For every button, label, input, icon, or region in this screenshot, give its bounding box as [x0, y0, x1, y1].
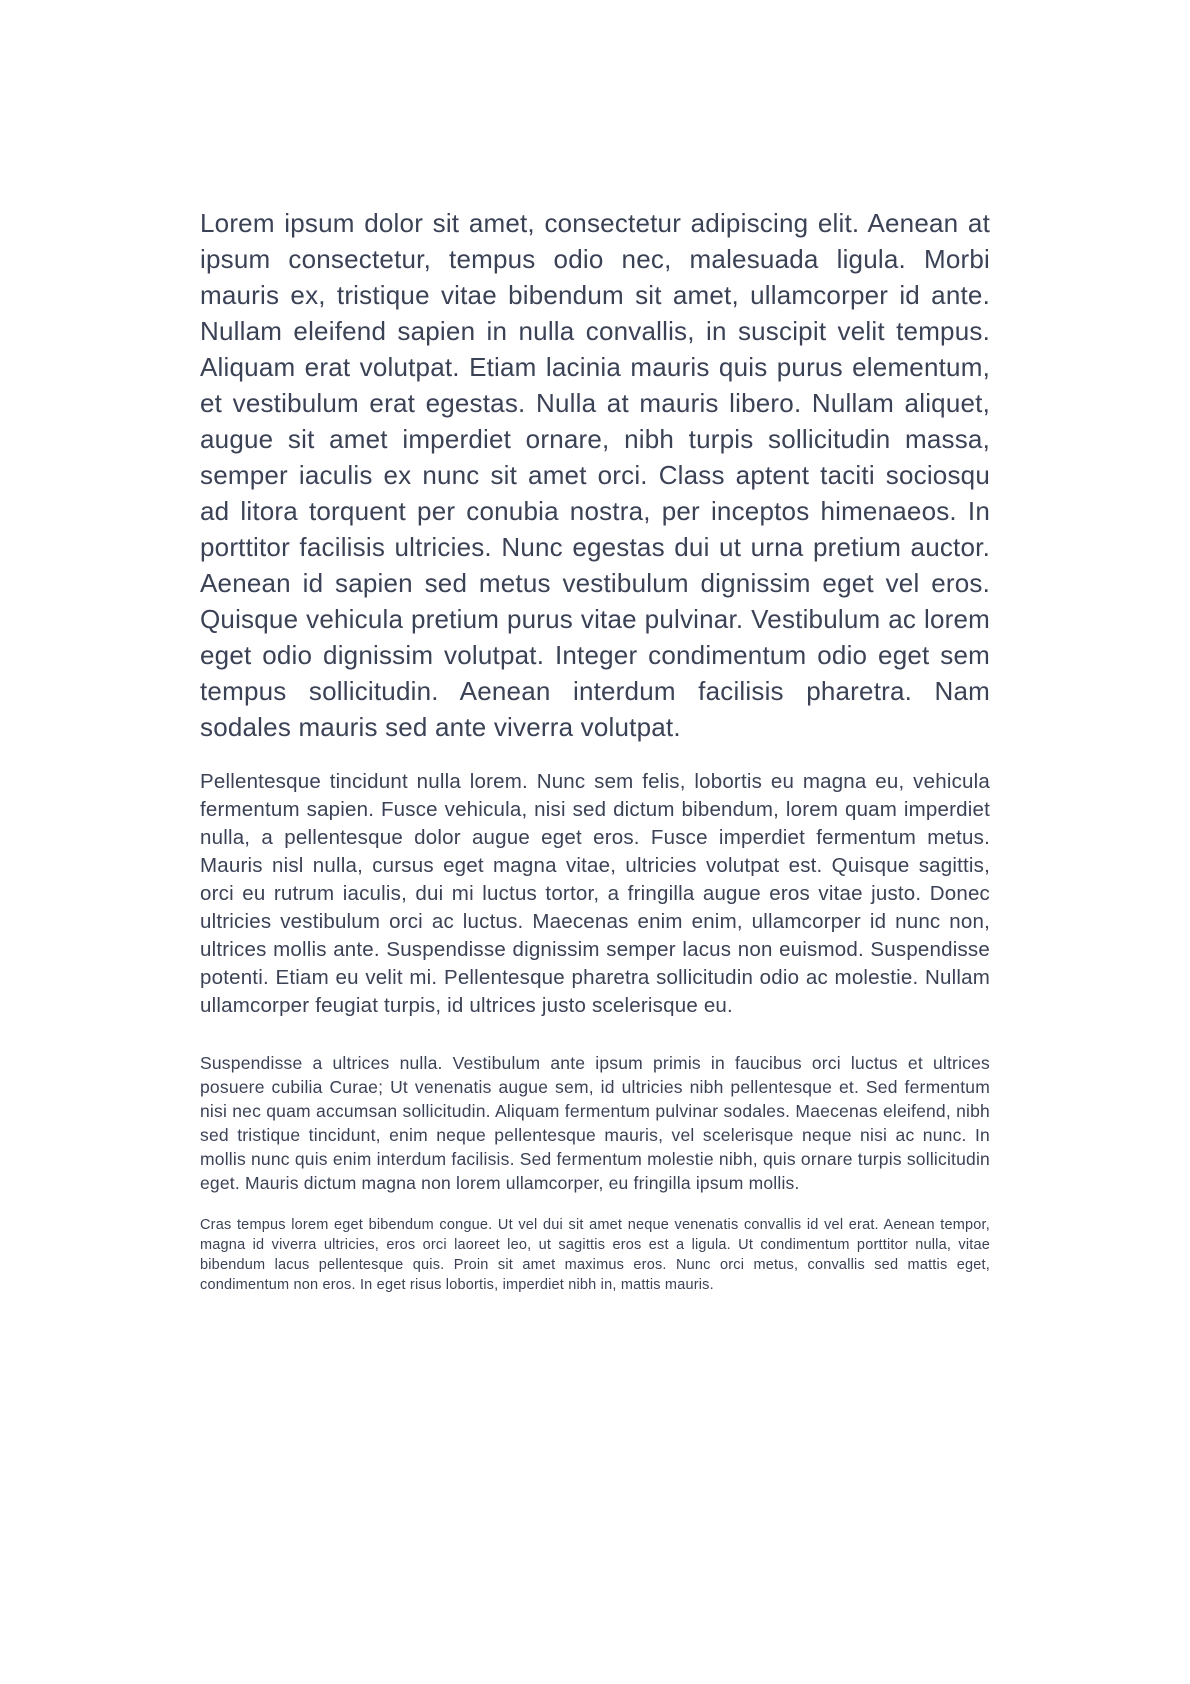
body-paragraph-3: Suspendisse a ultrices nulla. Vestibulum ante ipsum primis in faucibus orci luctus et ultrices posuere cubilia Curae; Ut venenatis augue sem, id ultricies nibh pellentesque et. Sed fermentum nisi nec quam accumsan sollicitudin. Aliquam fermentum pulvinar sodales. Maecenas eleifend, nibh sed tristique tincidunt, enim neque pellentesque mauris, vel scelerisque neque nisi ac nunc. In mollis nunc quis enim interdum facilisis. Sed fermentum molestie nibh, quis ornare turpis sollicitudin eget. Mauris dictum magna non lorem ullamcorper, eu fringilla ipsum mollis.: [200, 1053, 990, 1193]
body-paragraph-2: Pellentesque tincidunt nulla lorem. Nunc sem felis, lobortis eu magna eu, vehicula fermentum sapien. Fusce vehicula, nisi sed dictum bibendum, lorem quam imperdiet nulla, a pellentesque dolor augue eget eros. Fusce imperdiet fermentum metus. Mauris nisl nulla, cursus eget magna vitae, ultricies volutpat est. Quisque sagittis, orci eu rutrum iaculis, dui mi luctus tortor, a fringilla augue eros vitae justo. Donec ultricies vestibulum orci ac luctus. Maecenas enim enim, ullamcorper id nunc non, ultrices mollis ante. Suspendisse dignissim semper lacus non euismod. Suspendisse potenti. Etiam eu velit mi. Pellentesque pharetra sollicitudin odio ac molestie. Nullam ullamcorper feugiat turpis, id ultrices justo scelerisque eu.: [200, 770, 990, 1017]
body-paragraph-4: Cras tempus lorem eget bibendum congue. Ut vel dui sit amet neque venenatis convallis id vel erat. Aenean tempor, magna id viverra ultricies, eros orci laoreet leo, ut sagittis eros est a ligula. Ut condimentum porttitor nulla, vitae bibendum lacus pellentesque quis. Proin sit amet maximus eros. Nunc orci metus, convallis sed mattis eget, condimentum non eros. In eget risus lobortis, imperdiet nibh in, mattis mauris.: [200, 1217, 990, 1293]
body-paragraph-1: Lorem ipsum dolor sit amet, consectetur adipiscing elit. Aenean at ipsum consectetur, tempus odio nec, malesuada ligula. Morbi mauris ex, tristique vitae bibendum sit amet, ullamcorper id ante. Nullam eleifend sapien in nulla convallis, in suscipit velit tempus. Aliquam erat volutpat. Etiam lacinia mauris quis purus elementum, et vestibulum erat egestas. Nulla at mauris libero. Nullam aliquet, augue sit amet imperdiet ornare, nibh turpis sollicitudin massa, semper iaculis ex nunc sit amet orci. Class aptent taciti sociosqu ad litora torquent per conubia nostra, per inceptos himenaeos. In porttitor facilisis ultricies. Nunc egestas dui ut urna pretium auctor. Aenean id sapien sed metus vestibulum dignissim eget vel eros. Quisque vehicula pretium purus vitae pulvinar. Vestibulum ac lorem eget odio dignissim volutpat. Integer condimentum odio eget sem tempus sollicitudin. Aenean interdum facilisis pharetra. Nam sodales mauris sed ante viverra volutpat.: [200, 208, 990, 742]
